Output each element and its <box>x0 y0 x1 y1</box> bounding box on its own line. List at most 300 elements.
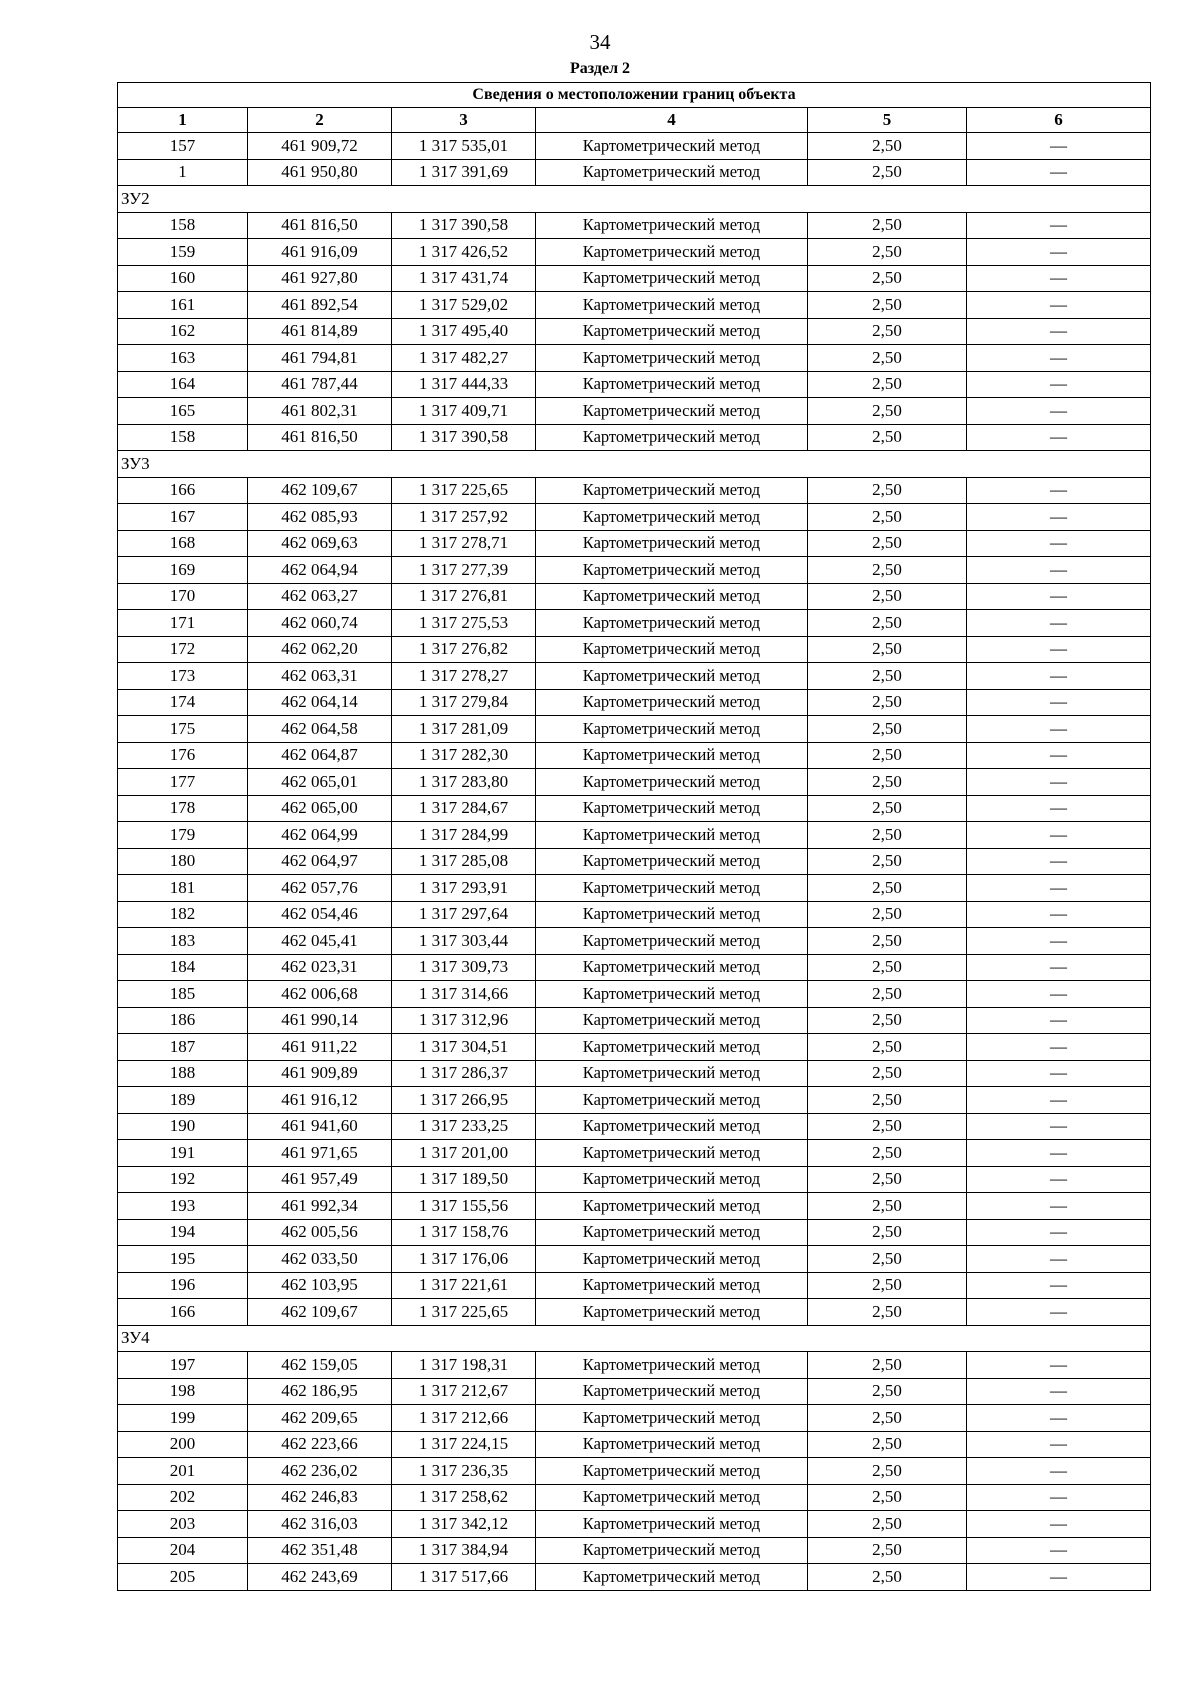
section-title: Раздел 2 <box>569 60 631 77</box>
table-row <box>118 1007 1151 1034</box>
accuracy-cell: 2,50 <box>808 477 967 504</box>
method-cell: Картометрический метод <box>536 345 808 372</box>
y-coordinate-cell: 1 317 431,74 <box>392 265 536 292</box>
table-row <box>118 1405 1151 1432</box>
y-coordinate-cell: 1 317 282,30 <box>392 742 536 769</box>
method-cell: Картометрический метод <box>536 689 808 716</box>
y-coordinate-cell: 1 317 284,99 <box>392 822 536 849</box>
accuracy-cell: 2,50 <box>808 954 967 981</box>
method-cell: Картометрический метод <box>536 530 808 557</box>
method-cell: Картометрический метод <box>536 371 808 398</box>
point-number-cell: 204 <box>118 1537 248 1564</box>
table-row <box>118 663 1151 690</box>
accuracy-cell: 2,50 <box>808 928 967 955</box>
x-coordinate-cell: 462 065,00 <box>248 795 392 822</box>
point-number-cell: 184 <box>118 954 248 981</box>
table-row <box>118 928 1151 955</box>
x-coordinate-cell: 462 159,05 <box>248 1352 392 1379</box>
x-coordinate-cell: 461 911,22 <box>248 1034 392 1061</box>
point-number-cell: 165 <box>118 398 248 425</box>
x-coordinate-cell: 462 063,27 <box>248 583 392 610</box>
method-cell: Картометрический метод <box>536 1537 808 1564</box>
method-cell: Картометрический метод <box>536 610 808 637</box>
accuracy-cell: 2,50 <box>808 663 967 690</box>
accuracy-cell: 2,50 <box>808 1537 967 1564</box>
point-number-cell: 174 <box>118 689 248 716</box>
accuracy-cell: 2,50 <box>808 398 967 425</box>
y-coordinate-cell: 1 317 409,71 <box>392 398 536 425</box>
accuracy-cell: 2,50 <box>808 1193 967 1220</box>
method-cell: Картометрический метод <box>536 716 808 743</box>
accuracy-cell: 2,50 <box>808 133 967 160</box>
x-coordinate-cell: 461 787,44 <box>248 371 392 398</box>
y-coordinate-cell: 1 317 201,00 <box>392 1140 536 1167</box>
x-coordinate-cell: 462 033,50 <box>248 1246 392 1273</box>
point-number-cell: 203 <box>118 1511 248 1538</box>
x-coordinate-cell: 462 062,20 <box>248 636 392 663</box>
note-cell: — <box>967 583 1151 610</box>
table-row <box>118 583 1151 610</box>
point-number-cell: 187 <box>118 1034 248 1061</box>
y-coordinate-cell: 1 317 312,96 <box>392 1007 536 1034</box>
table-row <box>118 1458 1151 1485</box>
table-row <box>118 1352 1151 1379</box>
x-coordinate-cell: 462 023,31 <box>248 954 392 981</box>
method-cell: Картометрический метод <box>536 1299 808 1326</box>
x-coordinate-cell: 461 794,81 <box>248 345 392 372</box>
y-coordinate-cell: 1 317 225,65 <box>392 477 536 504</box>
table-row <box>118 1166 1151 1193</box>
table-row <box>118 610 1151 637</box>
column-number: 4 <box>536 108 808 133</box>
x-coordinate-cell: 462 103,95 <box>248 1272 392 1299</box>
accuracy-cell: 2,50 <box>808 1087 967 1114</box>
x-coordinate-cell: 461 802,31 <box>248 398 392 425</box>
table-row <box>118 1564 1151 1591</box>
note-cell: — <box>967 1007 1151 1034</box>
column-number: 6 <box>967 108 1151 133</box>
point-number-cell: 158 <box>118 424 248 451</box>
table-row <box>118 1219 1151 1246</box>
accuracy-cell: 2,50 <box>808 318 967 345</box>
table-row <box>118 1299 1151 1326</box>
x-coordinate-cell: 462 064,58 <box>248 716 392 743</box>
y-coordinate-cell: 1 317 283,80 <box>392 769 536 796</box>
note-cell: — <box>967 1564 1151 1591</box>
accuracy-cell: 2,50 <box>808 583 967 610</box>
note-cell: — <box>967 954 1151 981</box>
point-number-cell: 183 <box>118 928 248 955</box>
note-cell: — <box>967 1140 1151 1167</box>
point-number-cell: 197 <box>118 1352 248 1379</box>
group-row <box>118 186 1151 213</box>
x-coordinate-cell: 462 065,01 <box>248 769 392 796</box>
x-coordinate-cell: 461 816,50 <box>248 424 392 451</box>
method-cell: Картометрический метод <box>536 292 808 319</box>
accuracy-cell: 2,50 <box>808 1166 967 1193</box>
x-coordinate-cell: 462 236,02 <box>248 1458 392 1485</box>
table-row <box>118 795 1151 822</box>
point-number-cell: 195 <box>118 1246 248 1273</box>
method-cell: Картометрический метод <box>536 1458 808 1485</box>
table-row <box>118 689 1151 716</box>
x-coordinate-cell: 462 045,41 <box>248 928 392 955</box>
point-number-cell: 173 <box>118 663 248 690</box>
x-coordinate-cell: 461 916,12 <box>248 1087 392 1114</box>
x-coordinate-cell: 461 892,54 <box>248 292 392 319</box>
y-coordinate-cell: 1 317 284,67 <box>392 795 536 822</box>
y-coordinate-cell: 1 317 275,53 <box>392 610 536 637</box>
x-coordinate-cell: 461 992,34 <box>248 1193 392 1220</box>
accuracy-cell: 2,50 <box>808 1219 967 1246</box>
y-coordinate-cell: 1 317 278,27 <box>392 663 536 690</box>
method-cell: Картометрический метод <box>536 1511 808 1538</box>
y-coordinate-cell: 1 317 517,66 <box>392 1564 536 1591</box>
x-coordinate-cell: 461 909,89 <box>248 1060 392 1087</box>
note-cell: — <box>967 689 1151 716</box>
x-coordinate-cell: 462 109,67 <box>248 477 392 504</box>
method-cell: Картометрический метод <box>536 159 808 186</box>
x-coordinate-cell: 461 950,80 <box>248 159 392 186</box>
method-cell: Картометрический метод <box>536 557 808 584</box>
y-coordinate-cell: 1 317 482,27 <box>392 345 536 372</box>
table-row <box>118 1272 1151 1299</box>
accuracy-cell: 2,50 <box>808 557 967 584</box>
accuracy-cell: 2,50 <box>808 1352 967 1379</box>
method-cell: Картометрический метод <box>536 1564 808 1591</box>
method-cell: Картометрический метод <box>536 1007 808 1034</box>
point-number-cell: 171 <box>118 610 248 637</box>
method-cell: Картометрический метод <box>536 212 808 239</box>
y-coordinate-cell: 1 317 158,76 <box>392 1219 536 1246</box>
point-number-cell: 175 <box>118 716 248 743</box>
note-cell: — <box>967 371 1151 398</box>
point-number-cell: 178 <box>118 795 248 822</box>
y-coordinate-cell: 1 317 304,51 <box>392 1034 536 1061</box>
column-number: 3 <box>392 108 536 133</box>
note-cell: — <box>967 1087 1151 1114</box>
point-number-cell: 166 <box>118 477 248 504</box>
table-row <box>118 848 1151 875</box>
note-cell: — <box>967 1352 1151 1379</box>
y-coordinate-cell: 1 317 314,66 <box>392 981 536 1008</box>
x-coordinate-cell: 462 063,31 <box>248 663 392 690</box>
table-row <box>118 265 1151 292</box>
y-coordinate-cell: 1 317 212,66 <box>392 1405 536 1432</box>
column-number: 5 <box>808 108 967 133</box>
point-number-cell: 157 <box>118 133 248 160</box>
x-coordinate-cell: 462 064,97 <box>248 848 392 875</box>
y-coordinate-cell: 1 317 286,37 <box>392 1060 536 1087</box>
method-cell: Картометрический метод <box>536 1272 808 1299</box>
accuracy-cell: 2,50 <box>808 795 967 822</box>
method-cell: Картометрический метод <box>536 769 808 796</box>
note-cell: — <box>967 1378 1151 1405</box>
accuracy-cell: 2,50 <box>808 1431 967 1458</box>
x-coordinate-cell: 462 005,56 <box>248 1219 392 1246</box>
accuracy-cell: 2,50 <box>808 1034 967 1061</box>
y-coordinate-cell: 1 317 189,50 <box>392 1166 536 1193</box>
method-cell: Картометрический метод <box>536 1140 808 1167</box>
accuracy-cell: 2,50 <box>808 822 967 849</box>
table-row <box>118 875 1151 902</box>
accuracy-cell: 2,50 <box>808 689 967 716</box>
point-number-cell: 186 <box>118 1007 248 1034</box>
note-cell: — <box>967 318 1151 345</box>
note-cell: — <box>967 848 1151 875</box>
x-coordinate-cell: 462 246,83 <box>248 1484 392 1511</box>
accuracy-cell: 2,50 <box>808 1060 967 1087</box>
x-coordinate-cell: 462 243,69 <box>248 1564 392 1591</box>
method-cell: Картометрический метод <box>536 795 808 822</box>
note-cell: — <box>967 610 1151 637</box>
column-number: 1 <box>118 108 248 133</box>
y-coordinate-cell: 1 317 257,92 <box>392 504 536 531</box>
method-cell: Картометрический метод <box>536 663 808 690</box>
accuracy-cell: 2,50 <box>808 265 967 292</box>
y-coordinate-cell: 1 317 297,64 <box>392 901 536 928</box>
y-coordinate-cell: 1 317 390,58 <box>392 424 536 451</box>
x-coordinate-cell: 461 816,50 <box>248 212 392 239</box>
point-number-cell: 199 <box>118 1405 248 1432</box>
point-number-cell: 182 <box>118 901 248 928</box>
table-row <box>118 1378 1151 1405</box>
table-row <box>118 742 1151 769</box>
table-title: Сведения о местоположении границ объекта <box>118 83 1151 108</box>
method-cell: Картометрический метод <box>536 636 808 663</box>
method-cell: Картометрический метод <box>536 583 808 610</box>
table-row <box>118 424 1151 451</box>
note-cell: — <box>967 981 1151 1008</box>
table-row <box>118 1034 1151 1061</box>
table-row <box>118 133 1151 160</box>
accuracy-cell: 2,50 <box>808 1246 967 1273</box>
x-coordinate-cell: 461 941,60 <box>248 1113 392 1140</box>
x-coordinate-cell: 462 085,93 <box>248 504 392 531</box>
method-cell: Картометрический метод <box>536 928 808 955</box>
accuracy-cell: 2,50 <box>808 371 967 398</box>
accuracy-cell: 2,50 <box>808 212 967 239</box>
accuracy-cell: 2,50 <box>808 875 967 902</box>
y-coordinate-cell: 1 317 444,33 <box>392 371 536 398</box>
note-cell: — <box>967 239 1151 266</box>
note-cell: — <box>967 1034 1151 1061</box>
point-number-cell: 205 <box>118 1564 248 1591</box>
note-cell: — <box>967 1272 1151 1299</box>
table-row <box>118 1484 1151 1511</box>
note-cell: — <box>967 1511 1151 1538</box>
table-row <box>118 212 1151 239</box>
y-coordinate-cell: 1 317 221,61 <box>392 1272 536 1299</box>
point-number-cell: 200 <box>118 1431 248 1458</box>
table-row <box>118 398 1151 425</box>
table-row <box>118 1537 1151 1564</box>
note-cell: — <box>967 292 1151 319</box>
accuracy-cell: 2,50 <box>808 1511 967 1538</box>
point-number-cell: 160 <box>118 265 248 292</box>
y-coordinate-cell: 1 317 198,31 <box>392 1352 536 1379</box>
table-row <box>118 981 1151 1008</box>
point-number-cell: 194 <box>118 1219 248 1246</box>
table-row <box>118 901 1151 928</box>
accuracy-cell: 2,50 <box>808 239 967 266</box>
point-number-cell: 185 <box>118 981 248 1008</box>
method-cell: Картометрический метод <box>536 1193 808 1220</box>
y-coordinate-cell: 1 317 276,81 <box>392 583 536 610</box>
accuracy-cell: 2,50 <box>808 848 967 875</box>
note-cell: — <box>967 716 1151 743</box>
x-coordinate-cell: 462 351,48 <box>248 1537 392 1564</box>
table-row <box>118 1246 1151 1273</box>
accuracy-cell: 2,50 <box>808 1299 967 1326</box>
accuracy-cell: 2,50 <box>808 1007 967 1034</box>
table-row <box>118 530 1151 557</box>
x-coordinate-cell: 462 186,95 <box>248 1378 392 1405</box>
point-number-cell: 202 <box>118 1484 248 1511</box>
y-coordinate-cell: 1 317 293,91 <box>392 875 536 902</box>
accuracy-cell: 2,50 <box>808 1405 967 1432</box>
table-row <box>118 239 1151 266</box>
method-cell: Картометрический метод <box>536 1431 808 1458</box>
point-number-cell: 159 <box>118 239 248 266</box>
accuracy-cell: 2,50 <box>808 530 967 557</box>
x-coordinate-cell: 462 064,99 <box>248 822 392 849</box>
page-number: 34 <box>589 30 611 54</box>
x-coordinate-cell: 462 209,65 <box>248 1405 392 1432</box>
note-cell: — <box>967 557 1151 584</box>
y-coordinate-cell: 1 317 266,95 <box>392 1087 536 1114</box>
table-body <box>118 133 1151 1591</box>
x-coordinate-cell: 462 057,76 <box>248 875 392 902</box>
method-cell: Картометрический метод <box>536 133 808 160</box>
method-cell: Картометрический метод <box>536 1246 808 1273</box>
point-number-cell: 162 <box>118 318 248 345</box>
accuracy-cell: 2,50 <box>808 1113 967 1140</box>
note-cell: — <box>967 1405 1151 1432</box>
point-number-cell: 161 <box>118 292 248 319</box>
accuracy-cell: 2,50 <box>808 1140 967 1167</box>
x-coordinate-cell: 462 069,63 <box>248 530 392 557</box>
note-cell: — <box>967 133 1151 160</box>
point-number-cell: 172 <box>118 636 248 663</box>
x-coordinate-cell: 461 814,89 <box>248 318 392 345</box>
x-coordinate-cell: 462 064,87 <box>248 742 392 769</box>
y-coordinate-cell: 1 317 390,58 <box>392 212 536 239</box>
point-number-cell: 198 <box>118 1378 248 1405</box>
note-cell: — <box>967 1537 1151 1564</box>
note-cell: — <box>967 159 1151 186</box>
accuracy-cell: 2,50 <box>808 1564 967 1591</box>
y-coordinate-cell: 1 317 281,09 <box>392 716 536 743</box>
method-cell: Картометрический метод <box>536 1166 808 1193</box>
x-coordinate-cell: 462 006,68 <box>248 981 392 1008</box>
point-number-cell: 168 <box>118 530 248 557</box>
table-row <box>118 954 1151 981</box>
point-number-cell: 193 <box>118 1193 248 1220</box>
point-number-cell: 190 <box>118 1113 248 1140</box>
table-row <box>118 292 1151 319</box>
group-label: ЗУ4 <box>118 1325 1151 1352</box>
boundary-coordinates-table <box>117 82 1151 1591</box>
x-coordinate-cell: 461 927,80 <box>248 265 392 292</box>
x-coordinate-cell: 461 957,49 <box>248 1166 392 1193</box>
column-number-row <box>118 108 1151 133</box>
point-number-cell: 191 <box>118 1140 248 1167</box>
x-coordinate-cell: 462 109,67 <box>248 1299 392 1326</box>
x-coordinate-cell: 462 060,74 <box>248 610 392 637</box>
note-cell: — <box>967 663 1151 690</box>
method-cell: Картометрический метод <box>536 1352 808 1379</box>
y-coordinate-cell: 1 317 212,67 <box>392 1378 536 1405</box>
x-coordinate-cell: 461 909,72 <box>248 133 392 160</box>
note-cell: — <box>967 822 1151 849</box>
y-coordinate-cell: 1 317 155,56 <box>392 1193 536 1220</box>
note-cell: — <box>967 1113 1151 1140</box>
y-coordinate-cell: 1 317 529,02 <box>392 292 536 319</box>
point-number-cell: 167 <box>118 504 248 531</box>
method-cell: Картометрический метод <box>536 477 808 504</box>
note-cell: — <box>967 901 1151 928</box>
point-number-cell: 163 <box>118 345 248 372</box>
y-coordinate-cell: 1 317 277,39 <box>392 557 536 584</box>
column-number: 2 <box>248 108 392 133</box>
note-cell: — <box>967 265 1151 292</box>
method-cell: Картометрический метод <box>536 1113 808 1140</box>
x-coordinate-cell: 462 316,03 <box>248 1511 392 1538</box>
y-coordinate-cell: 1 317 309,73 <box>392 954 536 981</box>
method-cell: Картометрический метод <box>536 1034 808 1061</box>
y-coordinate-cell: 1 317 535,01 <box>392 133 536 160</box>
point-number-cell: 196 <box>118 1272 248 1299</box>
table-row <box>118 371 1151 398</box>
method-cell: Картометрический метод <box>536 424 808 451</box>
table-row <box>118 1060 1151 1087</box>
point-number-cell: 188 <box>118 1060 248 1087</box>
group-row <box>118 1325 1151 1352</box>
method-cell: Картометрический метод <box>536 398 808 425</box>
x-coordinate-cell: 461 916,09 <box>248 239 392 266</box>
accuracy-cell: 2,50 <box>808 769 967 796</box>
note-cell: — <box>967 1193 1151 1220</box>
table-row <box>118 769 1151 796</box>
point-number-cell: 181 <box>118 875 248 902</box>
point-number-cell: 169 <box>118 557 248 584</box>
note-cell: — <box>967 1484 1151 1511</box>
method-cell: Картометрический метод <box>536 1405 808 1432</box>
x-coordinate-cell: 462 064,14 <box>248 689 392 716</box>
y-coordinate-cell: 1 317 225,65 <box>392 1299 536 1326</box>
point-number-cell: 164 <box>118 371 248 398</box>
point-number-cell: 176 <box>118 742 248 769</box>
y-coordinate-cell: 1 317 176,06 <box>392 1246 536 1273</box>
accuracy-cell: 2,50 <box>808 1484 967 1511</box>
table-row <box>118 159 1151 186</box>
note-cell: — <box>967 477 1151 504</box>
accuracy-cell: 2,50 <box>808 504 967 531</box>
x-coordinate-cell: 461 971,65 <box>248 1140 392 1167</box>
y-coordinate-cell: 1 317 278,71 <box>392 530 536 557</box>
x-coordinate-cell: 462 054,46 <box>248 901 392 928</box>
note-cell: — <box>967 1299 1151 1326</box>
method-cell: Картометрический метод <box>536 1484 808 1511</box>
y-coordinate-cell: 1 317 303,44 <box>392 928 536 955</box>
note-cell: — <box>967 1431 1151 1458</box>
accuracy-cell: 2,50 <box>808 610 967 637</box>
accuracy-cell: 2,50 <box>808 1272 967 1299</box>
point-number-cell: 179 <box>118 822 248 849</box>
method-cell: Картометрический метод <box>536 504 808 531</box>
y-coordinate-cell: 1 317 391,69 <box>392 159 536 186</box>
